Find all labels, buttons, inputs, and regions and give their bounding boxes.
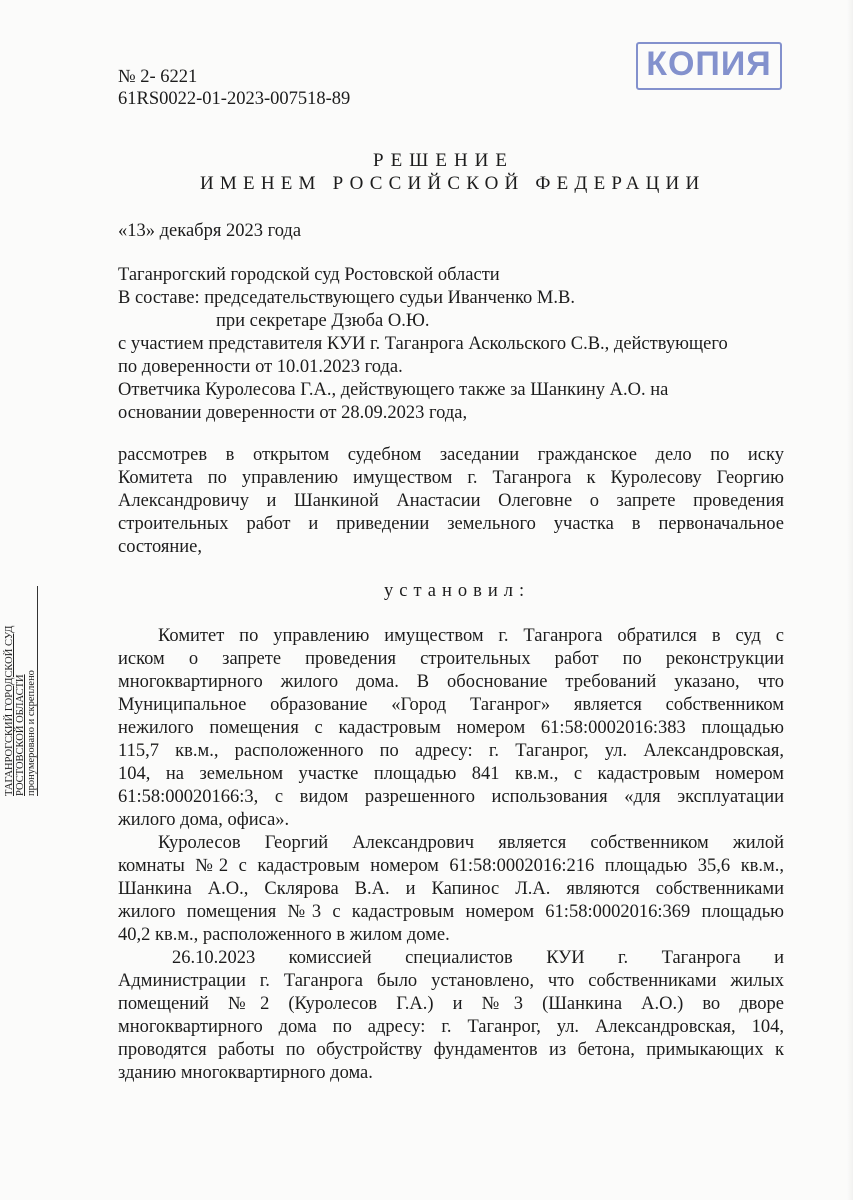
paragraph1-line-1: Комитет по управлению имуществом г. Таганрога обратился в суд с [158, 626, 784, 646]
paragraph1-line-3: многоквартирного жилого дома. В обоснование требований указано, что [118, 672, 784, 692]
paragraph2-line-5: 40,2 кв.м., расположенного в жилом доме. [118, 925, 450, 945]
document-title: РЕШЕНИЕ [373, 150, 514, 171]
case-number: № 2- 6221 [118, 67, 198, 87]
defendant-line-1: Ответчика Куролесова Г.А., действующего также за Шанкину А.О. на [118, 380, 669, 400]
paragraph3-line-3: помещений №2 (Куролесов Г.А.) и №3 (Шанкина А.О.) во дворе [118, 994, 784, 1014]
paragraph2-line-3: Шанкина А.О., Склярова В.А. и Капинос Л.А. являются собственниками [118, 879, 784, 899]
scan-edge-shadow [847, 0, 853, 1200]
paragraph1-line-7: 104, на земельном участке площадью 841 кв.м., с кадастровым номером [118, 764, 784, 784]
paragraph3-line-1: 26.10.2023 комиссией специалистов КУИ г. Таганрога и [172, 948, 784, 968]
representative-line-1: с участием представителя КУИ г. Таганрога Аскольского С.В., действующего [118, 334, 728, 354]
court-composition: В составе: председательствующего судьи Иванченко М.В. [118, 288, 575, 308]
paragraph3-line-4: многоквартирного дома по адресу: г. Таганрог, ул. Александровская, 104, [118, 1017, 784, 1037]
paragraph1-line-9: жилого дома, офиса». [118, 810, 290, 830]
considered-line-4: строительных работ и приведении земельного участка в первоначальное [118, 514, 784, 534]
defendant-line-2: основании доверенности от 28.09.2023 года, [118, 403, 468, 423]
paragraph3-line-5: проводятся работы по обустройству фундаментов из бетона, примыкающих к [118, 1040, 784, 1060]
paragraph1-line-6: 115,7 кв.м., расположенного по адресу: г. Таганрог, ул. Александровская, [118, 741, 784, 761]
paragraph2-line-1: Куролесов Георгий Александрович является собственником жилой [158, 833, 784, 853]
paragraph1-line-8: 61:58:00020166:3, с видом разрешенного использования «для эксплуатации [118, 787, 784, 807]
paragraph3-line-2: Администрации г. Таганрога было установлено, что собственниками жилых [118, 971, 784, 991]
case-uid: 61RS0022-01-2023-007518-89 [118, 89, 351, 109]
paragraph1-line-5: нежилого помещения с кадастровым номером 61:58:0002016:383 площадью [118, 718, 784, 738]
considered-line-1: рассмотрев в открытом судебном заседании гражданское дело по иску [118, 445, 784, 465]
court-secretary: при секретаре Дзюба О.Ю. [216, 311, 430, 331]
paragraph2-line-2: комнаты №2 с кадастровым номером 61:58:0002016:216 площадью 35,6 кв.м., [118, 856, 784, 876]
paragraph1-line-2: иском о запрете проведения строительных работ по реконструкции [118, 649, 784, 669]
considered-line-5: состояние, [118, 537, 203, 557]
decision-date: «13» декабря 2023 года [118, 221, 302, 241]
side-stamp-line-2: РОСТОВСКОЙ ОБЛАСТИ [15, 674, 26, 796]
copy-stamp: КОПИЯ [636, 42, 782, 90]
side-stamp-line-1: ТАГАНРОГСКИЙ ГОРОДСКОЙ СУД [4, 625, 15, 796]
document-subtitle: ИМЕНЕМ РОССИЙСКОЙ ФЕДЕРАЦИИ [200, 173, 706, 194]
paragraph3-line-6: зданию многоквартирного дома. [118, 1063, 373, 1083]
side-stamp [4, 586, 40, 796]
established-heading: установил: [384, 581, 531, 601]
considered-line-3: Александровичу и Шанкиной Анастасии Олеговне о запрете проведения [118, 491, 784, 511]
court-name: Таганрогский городской суд Ростовской области [118, 265, 500, 285]
paragraph2-line-4: жилого помещения №3 с кадастровым номером 61:58:0002016:369 площадью [118, 902, 784, 922]
considered-line-2: Комитета по управлению имуществом г. Таганрога к Куролесову Георгию [118, 468, 784, 488]
side-stamp-line-3: пронумеровано и скреплено [26, 670, 37, 796]
paragraph1-line-4: Муниципальное образование «Город Таганрог» является собственником [118, 695, 784, 715]
representative-line-2: по доверенности от 10.01.2023 года. [118, 357, 403, 377]
